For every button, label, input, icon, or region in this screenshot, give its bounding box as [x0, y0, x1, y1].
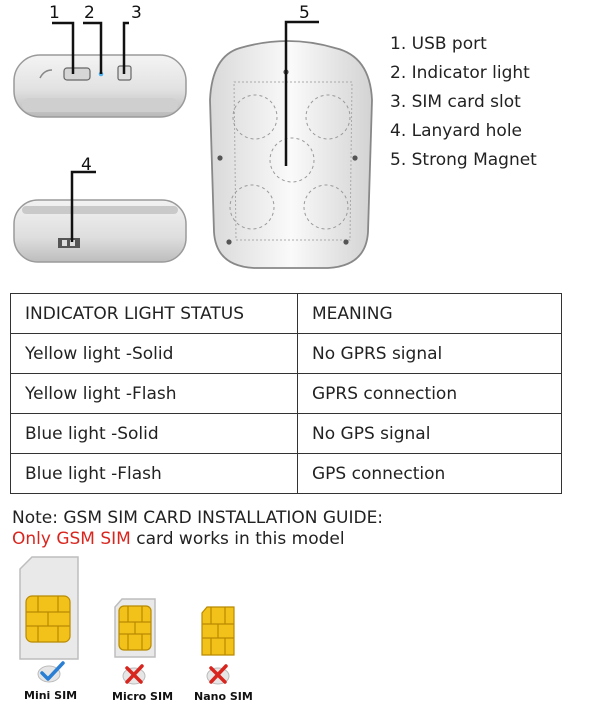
- note-heading: Note: GSM SIM CARD INSTALLATION GUIDE:: [12, 508, 384, 528]
- table-cell-status: Blue light -Flash: [11, 454, 298, 494]
- legend-item-sim-card-slot: 3. SIM card slot: [390, 92, 521, 112]
- table-header-row: [11, 294, 562, 334]
- table-row: [11, 454, 562, 494]
- micro-sim-card: [114, 598, 156, 658]
- note-highlight: Only GSM SIM: [12, 529, 131, 549]
- note-rest: card works in this model: [130, 529, 345, 549]
- table-cell-status: Blue light -Solid: [11, 414, 298, 454]
- callout-1: 1: [49, 3, 60, 23]
- device-back-view: [200, 0, 385, 275]
- table-cell-status: Yellow light -Solid: [11, 334, 298, 374]
- sim-label-mini: Mini SIM: [24, 689, 78, 702]
- table-header-status: INDICATOR LIGHT STATUS: [11, 294, 298, 334]
- sim-install-note: [12, 508, 383, 550]
- legend-item-usb-port: 1. USB port: [390, 34, 487, 54]
- table-row: [11, 374, 562, 414]
- legend-item-lanyard-hole: 4. Lanyard hole: [390, 121, 523, 141]
- table-cell-status: Yellow light -Flash: [11, 374, 298, 414]
- table-row: [11, 334, 562, 374]
- table-cell-meaning: GPS connection: [298, 454, 562, 494]
- table-cell-meaning: GPRS connection: [298, 374, 562, 414]
- table-row: [11, 414, 562, 454]
- cross-icon: [205, 662, 233, 686]
- callout-3: 3: [131, 3, 142, 23]
- callout-4: 4: [81, 155, 92, 175]
- callout-2: 2: [84, 3, 95, 23]
- parts-legend: [390, 30, 537, 175]
- table-header-meaning: MEANING: [298, 294, 562, 334]
- device-front-view: [0, 0, 200, 135]
- device-side-view: [0, 150, 200, 270]
- sim-label-nano: Nano SIM: [194, 690, 253, 703]
- table-cell-meaning: No GPS signal: [298, 414, 562, 454]
- mini-sim-card: [18, 556, 80, 660]
- callout-5: 5: [299, 3, 310, 23]
- legend-item-strong-magnet: 5. Strong Magnet: [390, 150, 537, 170]
- indicator-status-table: [10, 293, 562, 494]
- nano-sim-card: [201, 606, 235, 656]
- check-icon: [36, 660, 66, 684]
- legend-item-indicator-light: 2. Indicator light: [390, 63, 530, 83]
- table-cell-meaning: No GPRS signal: [298, 334, 562, 374]
- sim-label-micro: Micro SIM: [112, 690, 174, 703]
- note-line2: [12, 529, 383, 550]
- cross-icon: [121, 662, 149, 686]
